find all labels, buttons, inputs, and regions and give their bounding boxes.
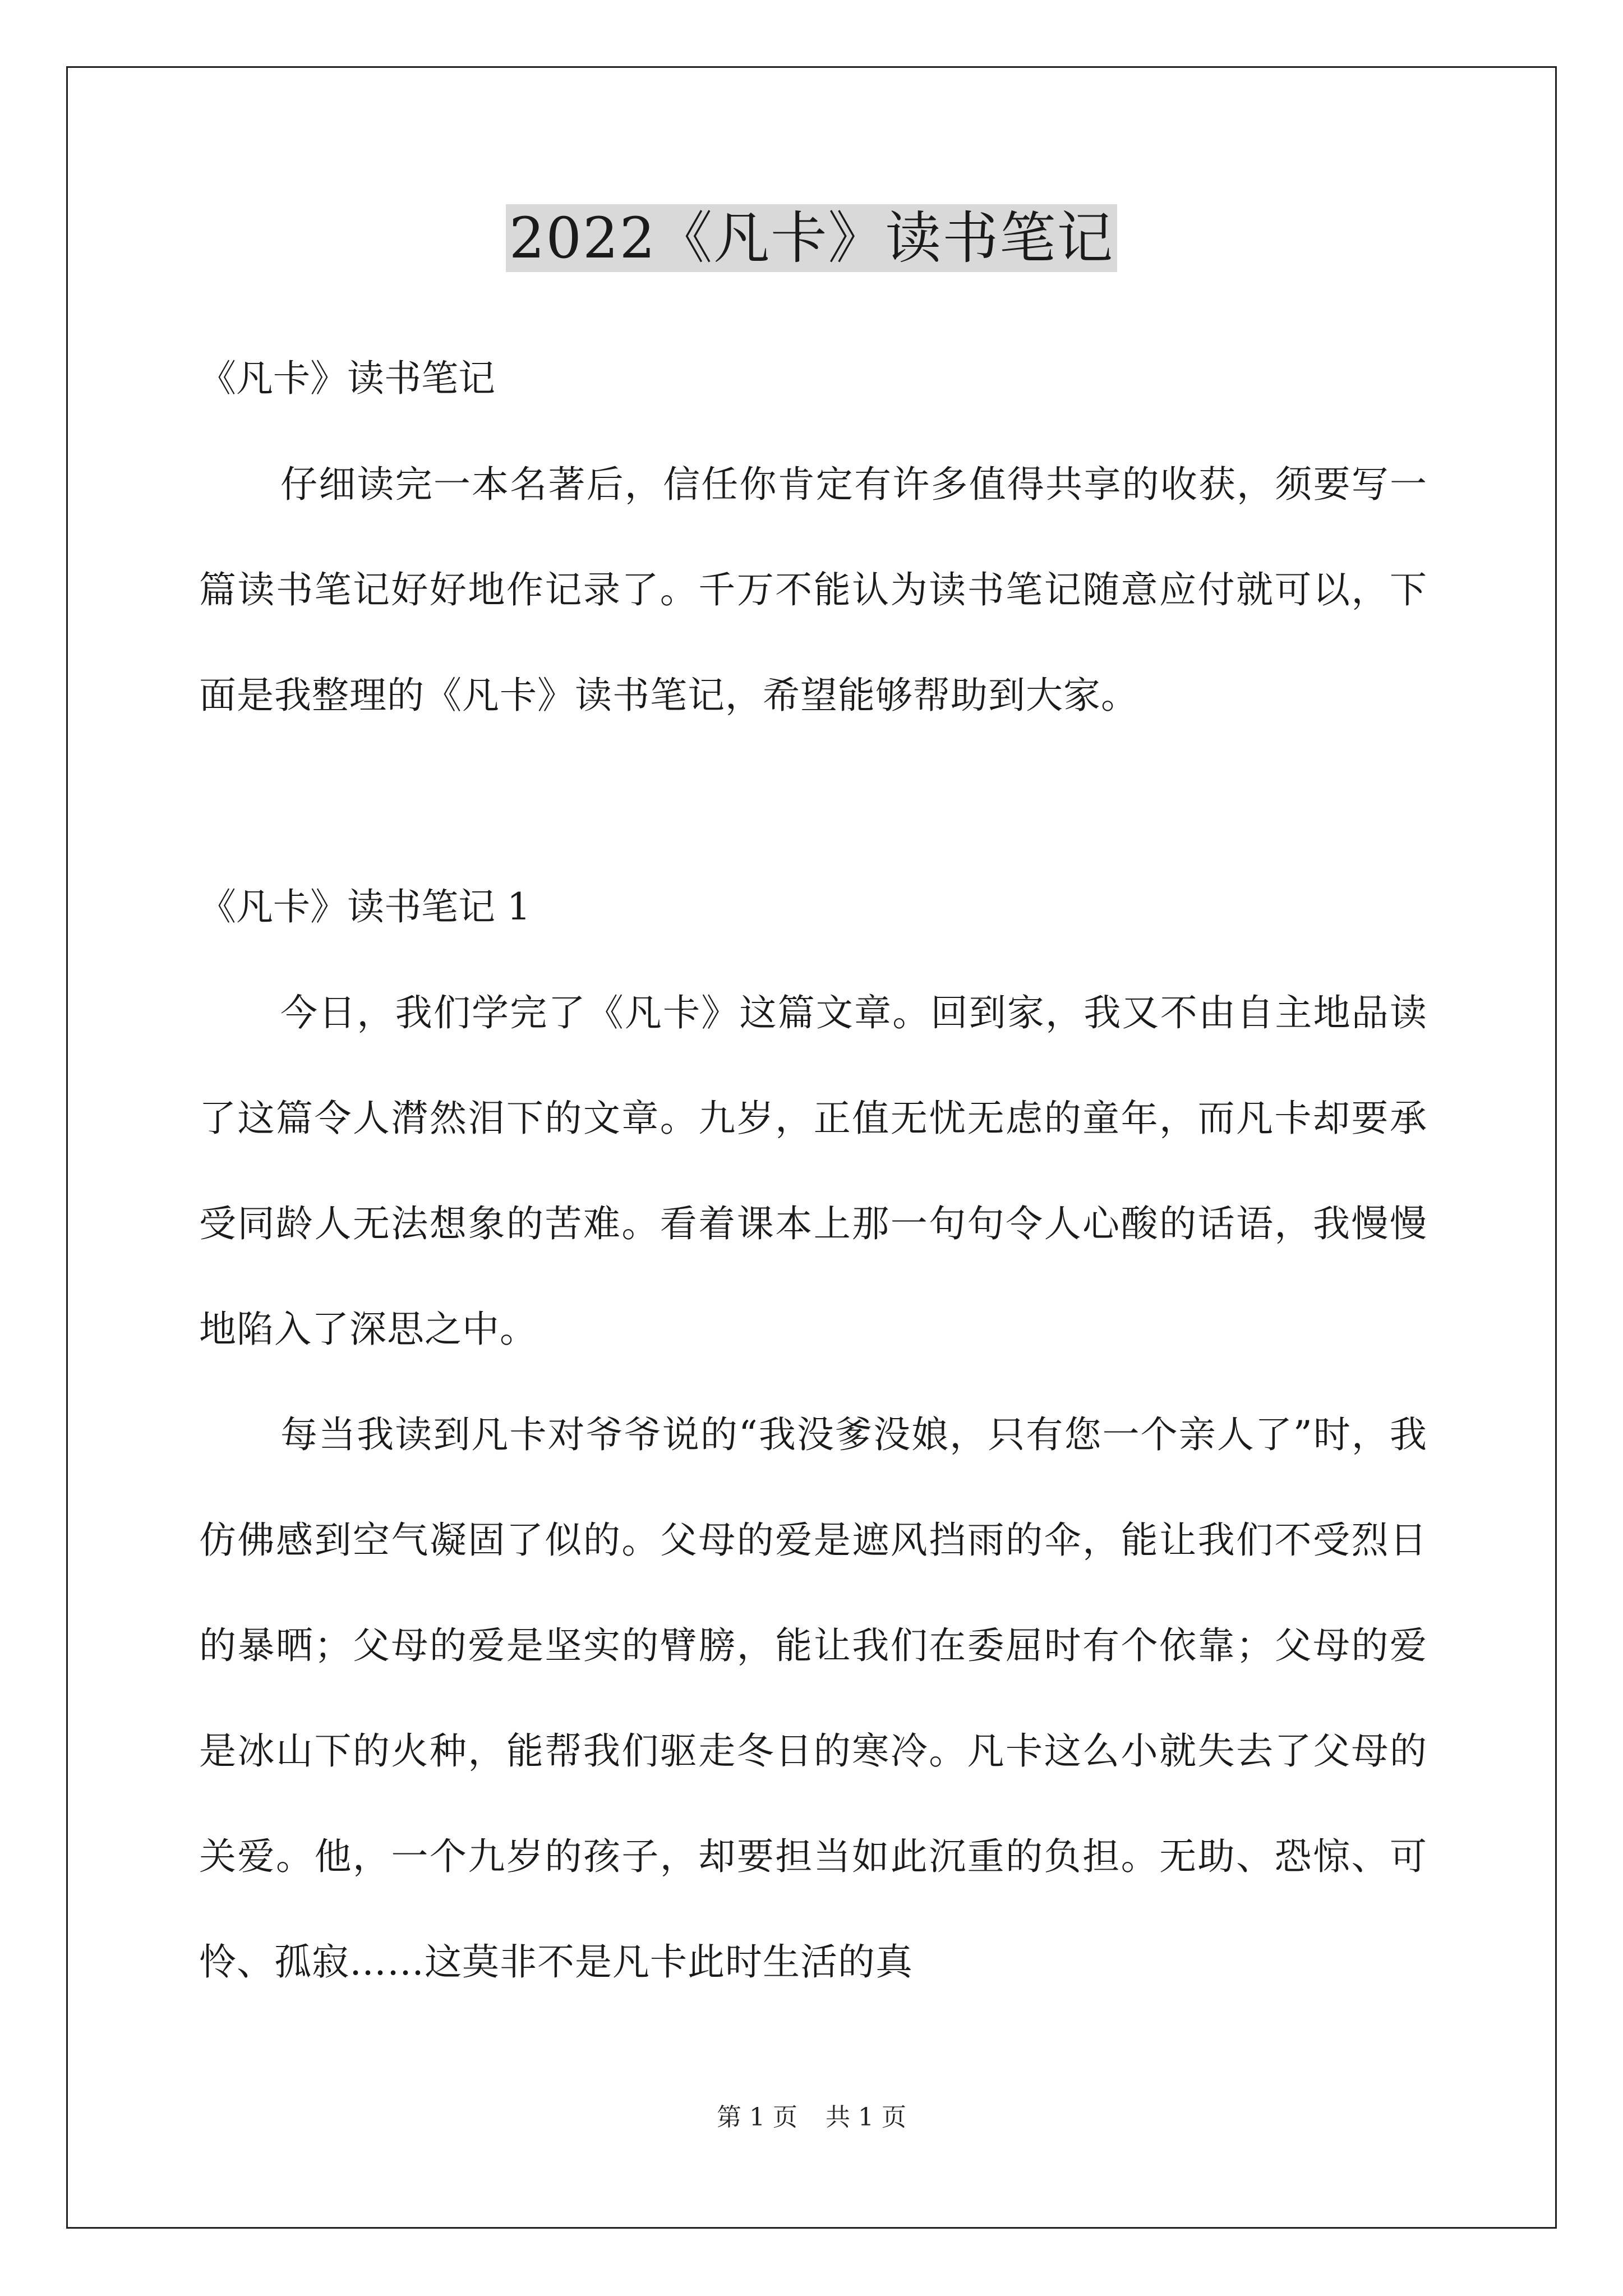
page-footer [0, 2101, 1623, 2134]
intro-heading: 《凡卡》读书笔记 [199, 357, 495, 400]
document-title-text: 2022《凡卡》读书笔记 [506, 204, 1118, 272]
section-1-paragraph-2: 每当我读到凡卡对爷爷说的“我没爹没娘，只有您一个亲人了”时，我仿佛感到空气凝固了似的。父母的爱是遮风挡雨的伞，能让我们不受烈日的暴晒；父母的爱是坚实的臂膀，能让我们在委屈时有个依靠；父母的爱是冰山下的火种，能帮我们驱走冬日的寒冷。凡卡这么小就失去了父母的关爱。他，一个九岁的孩子，却要担当如此沉重的负担。无助、恐惊、可怜、孤寂……这莫非不是凡卡此时生活的真 [199, 1413, 1427, 1984]
section-1-paragraph-1: 今日，我们学完了《凡卡》这篇文章。回到家，我又不由自主地品读了这篇令人潸然泪下的文章。九岁，正值无忧无虑的童年，而凡卡却要承受同龄人无法想象的苦难。看着课本上那一句句令人心酸的话语，我慢慢地陷入了深思之中。 [199, 991, 1427, 1351]
page-total: 共 1 页 [826, 2103, 906, 2132]
page-number: 第 1 页 [717, 2103, 797, 2132]
document-body [199, 325, 1427, 2015]
section-1-heading: 《凡卡》读书笔记 1 [199, 885, 531, 928]
blank-line [199, 748, 1427, 854]
intro-paragraph: 仔细读完一本名著后，信任你肯定有许多值得共享的收获，须要写一篇读书笔记好好地作记录了。千万不能认为读书笔记随意应付就可以，下面是我整理的《凡卡》读书笔记，希望能够帮助到大家。 [199, 463, 1427, 717]
document-title [0, 196, 1623, 280]
